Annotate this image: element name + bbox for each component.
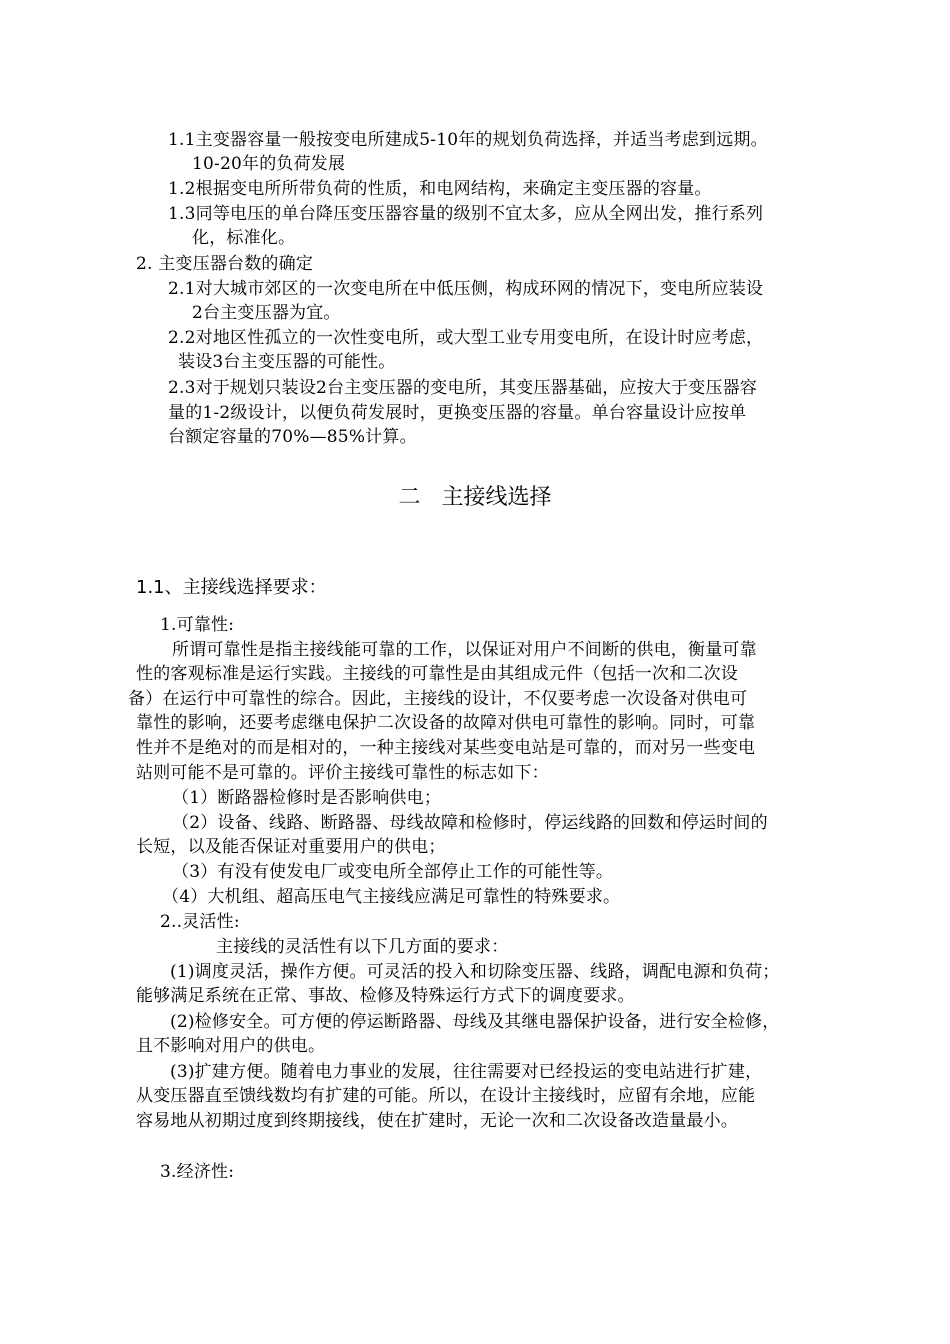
- paragraph-line: (3)扩建方便。随着电力事业的发展，往往需要对已经投运的变电站进行扩建，: [170, 1062, 763, 1082]
- paragraph-line: （3）有没有使发电厂或变电所全部停止工作的可能性等。: [172, 862, 614, 882]
- text-line: 2.3对于规划只装设2台主变压器的变电所，其变压器基础，应按大于变压器容: [168, 378, 758, 398]
- text-line: 装设3台主变压器的可能性。: [178, 352, 396, 372]
- text-line: 化，标准化。: [192, 228, 296, 248]
- paragraph-line: 长短，以及能否保证对重要用户的供电；: [136, 837, 446, 857]
- paragraph-line: 能够满足系统在正常、事故、检修及特殊运行方式下的调度要求。: [136, 986, 635, 1006]
- paragraph-line: （1）断路器检修时是否影响供电；: [172, 788, 442, 808]
- paragraph-line: (1)调度灵活，操作方便。可灵活的投入和切除变压器、线路，调配电源和负荷；: [170, 962, 780, 982]
- paragraph-line: 容易地从初期过度到终期接线，使在扩建时，无论一次和二次设备改造量最小。: [136, 1111, 738, 1131]
- text-line: 2台主变压器为宜。: [192, 303, 341, 323]
- subsection-heading: 1.1、主接线选择要求：: [136, 577, 327, 598]
- paragraph-line: 所谓可靠性是指主接线能可靠的工作，以保证对用户不间断的供电，衡量可靠: [172, 640, 757, 660]
- text-line: 10-20年的负荷发展: [192, 154, 346, 174]
- text-line: 1.2根据变电所所带负荷的性质，和电网结构，来确定主变压器的容量。: [168, 179, 712, 199]
- text-line: 2.1对大城市郊区的一次变电所在中低压侧，构成环网的情况下，变电所应装设: [168, 279, 764, 299]
- item-heading: 3.经济性:: [160, 1162, 235, 1182]
- paragraph-line: 性的客观标准是运行实践。主接线的可靠性是由其组成元件（包括一次和二次设: [136, 664, 738, 684]
- list-heading: 2. 主变压器台数的确定: [136, 254, 314, 274]
- section-heading: 二 主接线选择: [398, 485, 552, 510]
- paragraph-line: (2)检修安全。可方便的停运断路器、母线及其继电器保护设备，进行安全检修，: [170, 1012, 780, 1032]
- item-heading: 2..灵活性:: [160, 912, 240, 932]
- text-line: 量的1-2级设计，以便负荷发展时，更换变压器的容量。单台容量设计应按单: [168, 403, 747, 423]
- paragraph-line: （4）大机组、超高压电气主接线应满足可靠性的特殊要求。: [162, 887, 621, 907]
- paragraph-line: 站则可能不是可靠的。评价主接线可靠性的标志如下：: [136, 763, 549, 783]
- paragraph-line: 性并不是绝对的而是相对的，一种主接线对某些变电站是可靠的，而对另一些变电: [136, 738, 756, 758]
- paragraph-line: 从变压器直至馈线数均有扩建的可能。所以，在设计主接线时，应留有余地，应能: [136, 1086, 756, 1106]
- paragraph-line: （2）设备、线路、断路器、母线故障和检修时，停运线路的回数和停运时间的: [172, 813, 768, 833]
- paragraph-line: 靠性的影响，还要考虑继电保护二次设备的故障对供电可靠性的影响。同时，可靠: [136, 713, 756, 733]
- text-line: 1.3同等电压的单台降压变压器容量的级别不宜太多，应从全网出发，推行系列: [168, 204, 764, 224]
- paragraph-line: 且不影响对用户的供电。: [136, 1036, 326, 1056]
- text-line: 台额定容量的70%—85%计算。: [168, 427, 417, 447]
- paragraph-line: 备）在运行中可靠性的综合。因此，主接线的设计，不仅要考虑一次设备对供电可: [128, 689, 748, 709]
- text-line: 1.1主变器容量一般按变电所建成5-10年的规划负荷选择，并适当考虑到远期。: [168, 130, 768, 150]
- paragraph-line: 主接线的灵活性有以下几方面的要求：: [216, 937, 509, 957]
- item-heading: 1.可靠性:: [160, 615, 235, 635]
- text-line: 2.2对地区性孤立的一次性变电所，或大型工业专用变电所，在设计时应考虑，: [168, 328, 764, 348]
